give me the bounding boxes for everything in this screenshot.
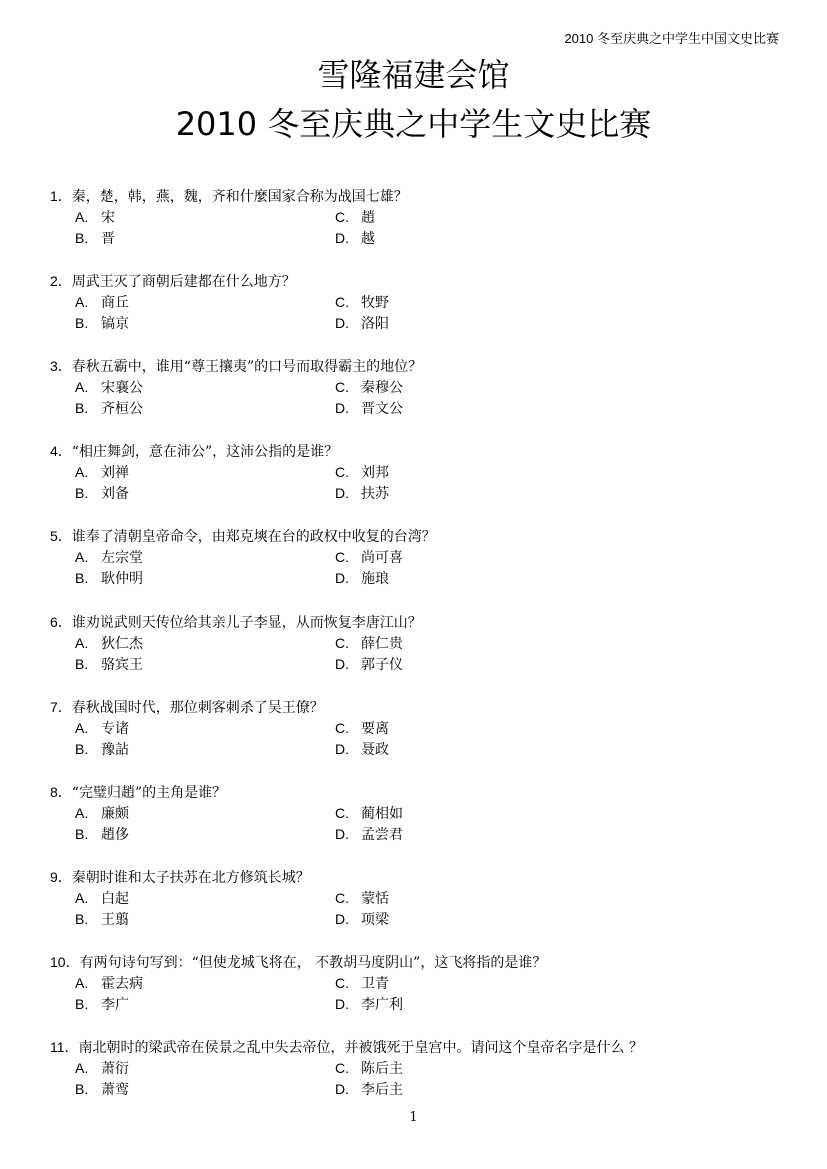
- option-c: [335, 803, 595, 824]
- option-letter: C.: [335, 635, 349, 651]
- question-5: [50, 526, 780, 589]
- option-text: 狄仁杰: [101, 636, 143, 652]
- option-letter: D.: [335, 656, 349, 672]
- question-7: [50, 697, 780, 760]
- question-prompt: 南北朝时的梁武帝在侯景之乱中失去帝位，并被饿死于皇宫中。请问这个皇帝名字是什么 ？: [78, 1040, 643, 1056]
- option-letter: C.: [335, 805, 349, 821]
- option-text: 刘邦: [361, 465, 389, 481]
- option-text: 专诸: [101, 721, 129, 737]
- question-prompt: 秦朝时谁和太子扶苏在北方修筑长城？: [71, 870, 310, 886]
- option-text: 尚可喜: [361, 550, 403, 566]
- options: [75, 718, 780, 760]
- option-text: 聂政: [361, 742, 389, 758]
- option-letter: A.: [75, 209, 89, 225]
- question-text: [50, 867, 780, 888]
- options: [75, 377, 780, 419]
- option-letter: D.: [335, 315, 349, 331]
- question-prompt: 春秋战国时代，那位刺客刺杀了吴王僚？: [71, 700, 324, 716]
- option-b: [75, 313, 335, 334]
- option-d: [335, 228, 595, 249]
- option-letter: D.: [335, 1081, 349, 1097]
- options: [75, 292, 780, 334]
- option-letter: A.: [75, 294, 89, 310]
- option-text: 薛仁贵: [361, 636, 403, 652]
- options: [75, 888, 780, 930]
- option-c: [335, 292, 595, 313]
- option-text: 商丘: [101, 295, 129, 311]
- option-letter: C.: [335, 720, 349, 736]
- question-number: 4．: [50, 443, 72, 459]
- option-letter: B.: [75, 656, 89, 672]
- title-competition: 2010 冬至庆典之中学生文史比赛: [175, 105, 652, 143]
- option-a: [75, 292, 335, 313]
- option-c: [335, 1058, 595, 1079]
- question-number: 2．: [50, 273, 72, 289]
- option-letter: B.: [75, 1081, 89, 1097]
- option-b: [75, 739, 335, 760]
- question-number: 7．: [50, 699, 72, 715]
- option-text: 廉颇: [101, 806, 129, 822]
- options: [75, 207, 780, 249]
- question-2: [50, 271, 780, 334]
- option-letter: D.: [335, 400, 349, 416]
- option-b: [75, 568, 335, 589]
- option-letter: A.: [75, 464, 89, 480]
- question-text: [50, 952, 780, 973]
- option-c: [335, 718, 595, 739]
- question-prompt: 谁奉了清朝皇帝命令，由郑克塽在台的政权中收复的台湾？: [71, 529, 436, 545]
- option-b: [75, 483, 335, 504]
- question-text: [50, 782, 780, 803]
- option-letter: B.: [75, 315, 89, 331]
- question-8: [50, 782, 780, 845]
- option-b: [75, 228, 335, 249]
- option-letter: A.: [75, 635, 89, 651]
- option-letter: A.: [75, 1060, 89, 1076]
- option-text: 耿仲明: [101, 571, 143, 587]
- running-header: 2010 冬至庆典之中学生中国文史比赛: [564, 31, 779, 46]
- option-a: [75, 718, 335, 739]
- option-text: 扶苏: [361, 486, 389, 502]
- question-10: [50, 952, 780, 1015]
- option-letter: A.: [75, 379, 89, 395]
- option-letter: B.: [75, 400, 89, 416]
- question-number: 5．: [50, 528, 72, 544]
- option-text: 王翦: [101, 912, 129, 928]
- option-text: 晋文公: [361, 401, 403, 417]
- options: [75, 633, 780, 675]
- options: [75, 973, 780, 1015]
- option-text: 镐京: [101, 316, 129, 332]
- question-text: [50, 356, 780, 377]
- option-letter: C.: [335, 975, 349, 991]
- option-text: 卫青: [361, 976, 389, 992]
- option-text: 秦穆公: [361, 380, 403, 396]
- options: [75, 547, 780, 589]
- option-d: [335, 824, 595, 845]
- option-letter: C.: [335, 294, 349, 310]
- option-letter: A.: [75, 720, 89, 736]
- option-c: [335, 973, 595, 994]
- option-text: 蒙恬: [361, 891, 389, 907]
- option-letter: B.: [75, 741, 89, 757]
- option-c: [335, 207, 595, 228]
- option-a: [75, 377, 335, 398]
- option-c: [335, 888, 595, 909]
- option-letter: B.: [75, 230, 89, 246]
- option-text: 郭子仪: [361, 657, 403, 673]
- question-text: [50, 271, 780, 292]
- page-number: 1: [409, 1110, 418, 1125]
- question-prompt: 有两句诗句写到：“但使龙城飞将在， 不教胡马度阴山”，这飞将指的是谁？: [79, 955, 547, 971]
- option-b: [75, 824, 335, 845]
- option-text: 晋: [101, 231, 115, 247]
- option-d: [335, 313, 595, 334]
- option-text: 刘备: [101, 486, 129, 502]
- question-number: 6．: [50, 614, 72, 630]
- option-letter: C.: [335, 549, 349, 565]
- option-a: [75, 803, 335, 824]
- option-text: 李广利: [361, 997, 403, 1013]
- option-letter: A.: [75, 805, 89, 821]
- options: [75, 803, 780, 845]
- option-letter: B.: [75, 911, 89, 927]
- question-11: [50, 1037, 780, 1100]
- option-c: [335, 633, 595, 654]
- option-text: 陈后主: [361, 1061, 403, 1077]
- question-prompt: 春秋五霸中，谁用“尊王攘夷”的口号而取得霸主的地位？: [71, 359, 423, 375]
- option-text: 趙: [361, 210, 375, 226]
- option-letter: D.: [335, 911, 349, 927]
- option-a: [75, 1058, 335, 1079]
- question-9: [50, 867, 780, 930]
- option-a: [75, 207, 335, 228]
- question-text: [50, 186, 780, 207]
- option-text: 宋: [101, 210, 115, 226]
- option-letter: B.: [75, 996, 89, 1012]
- question-text: [50, 526, 780, 547]
- option-letter: D.: [335, 996, 349, 1012]
- option-c: [335, 377, 595, 398]
- option-text: 牧野: [361, 295, 389, 311]
- option-text: 白起: [101, 891, 129, 907]
- option-d: [335, 568, 595, 589]
- option-b: [75, 909, 335, 930]
- option-text: 刘禅: [101, 465, 129, 481]
- question-number: 1．: [50, 188, 72, 204]
- options: [75, 1058, 780, 1100]
- option-d: [335, 994, 595, 1015]
- option-letter: B.: [75, 485, 89, 501]
- option-text: 施琅: [361, 571, 389, 587]
- option-b: [75, 654, 335, 675]
- option-letter: D.: [335, 485, 349, 501]
- question-prompt: “相庄舞剑，意在沛公”，这沛公指的是谁？: [71, 444, 339, 460]
- option-text: 齐桓公: [101, 401, 143, 417]
- question-number: 8．: [50, 784, 72, 800]
- option-b: [75, 994, 335, 1015]
- question-4: [50, 441, 780, 504]
- option-letter: A.: [75, 975, 89, 991]
- option-a: [75, 462, 335, 483]
- option-letter: C.: [335, 379, 349, 395]
- option-text: 霍去病: [101, 976, 143, 992]
- option-d: [335, 739, 595, 760]
- option-d: [335, 398, 595, 419]
- option-letter: B.: [75, 570, 89, 586]
- option-text: 趙侈: [101, 827, 129, 843]
- option-text: 豫詀: [101, 742, 129, 758]
- option-c: [335, 547, 595, 568]
- question-prompt: 周武王灭了商朝后建都在什么地方？: [71, 274, 296, 290]
- question-1: [50, 186, 780, 249]
- option-letter: D.: [335, 826, 349, 842]
- option-d: [335, 1079, 595, 1100]
- question-prompt: 谁劝说武则天传位给其亲儿子李显，从而恢复李唐江山？: [71, 615, 422, 631]
- question-number: 9．: [50, 869, 72, 885]
- question-number: 10．: [50, 954, 80, 970]
- question-number: 3．: [50, 358, 72, 374]
- option-text: 萧衍: [101, 1061, 129, 1077]
- option-a: [75, 973, 335, 994]
- question-prompt: “完璧归趙”的主角是谁？: [71, 785, 227, 801]
- option-letter: C.: [335, 1060, 349, 1076]
- question-number: 11．: [50, 1039, 79, 1055]
- option-c: [335, 462, 595, 483]
- option-text: 项梁: [361, 912, 389, 928]
- option-letter: A.: [75, 890, 89, 906]
- question-text: [50, 612, 780, 633]
- option-letter: B.: [75, 826, 89, 842]
- option-letter: D.: [335, 230, 349, 246]
- option-letter: A.: [75, 549, 89, 565]
- option-letter: C.: [335, 209, 349, 225]
- question-3: [50, 356, 780, 419]
- option-text: 孟尝君: [361, 827, 403, 843]
- option-a: [75, 633, 335, 654]
- question-prompt: 秦，楚，韩，燕，魏，齐和什麼国家合称为战国七雄？: [71, 189, 408, 205]
- option-text: 李后主: [361, 1082, 403, 1098]
- option-b: [75, 1079, 335, 1100]
- option-letter: D.: [335, 741, 349, 757]
- option-text: 李广: [101, 997, 129, 1013]
- option-letter: D.: [335, 570, 349, 586]
- option-d: [335, 654, 595, 675]
- option-letter: C.: [335, 890, 349, 906]
- option-a: [75, 547, 335, 568]
- option-text: 萧鸾: [101, 1082, 129, 1098]
- option-d: [335, 483, 595, 504]
- option-d: [335, 909, 595, 930]
- question-text: [50, 1037, 780, 1058]
- question-text: [50, 697, 780, 718]
- option-text: 骆宾王: [101, 657, 143, 673]
- option-text: 蔺相如: [361, 806, 403, 822]
- option-text: 左宗堂: [101, 550, 143, 566]
- option-letter: C.: [335, 464, 349, 480]
- option-a: [75, 888, 335, 909]
- option-text: 越: [361, 231, 375, 247]
- question-6: [50, 612, 780, 675]
- option-text: 宋襄公: [101, 380, 143, 396]
- option-b: [75, 398, 335, 419]
- options: [75, 462, 780, 504]
- option-text: 洛阳: [361, 316, 389, 332]
- option-text: 要离: [361, 721, 389, 737]
- title-association: 雪隆福建会馆: [317, 56, 510, 94]
- question-text: [50, 441, 780, 462]
